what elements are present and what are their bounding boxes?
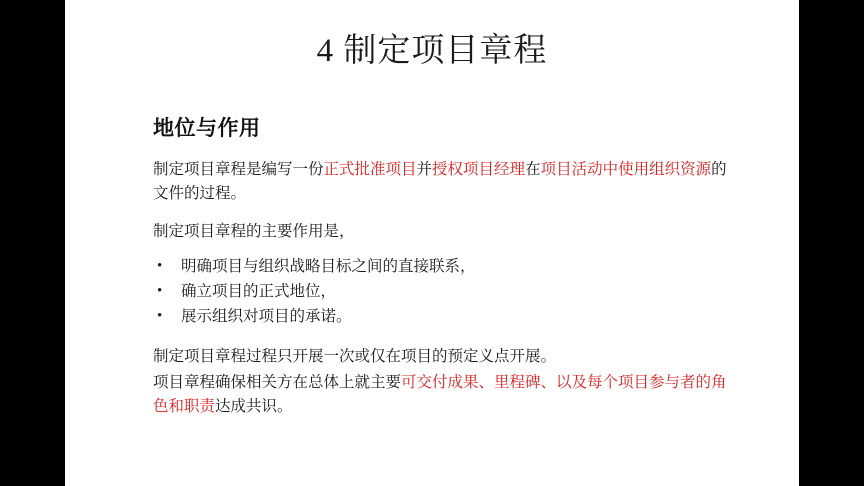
slide-canvas xyxy=(65,0,799,486)
slide-body xyxy=(153,112,733,419)
definition-text-4: 的文件的过程。 xyxy=(153,161,727,203)
paragraph-definition xyxy=(153,158,733,206)
list-item: • 确立项目的正式地位， xyxy=(153,279,733,304)
consensus-text-2: 达成共识。 xyxy=(215,398,293,416)
consensus-highlight: 可交付成果、里程碑、以及每个项目参与者的角色和职责 xyxy=(153,374,727,416)
definition-text-1: 制定项目章程是编写一份 xyxy=(153,161,324,178)
definition-text-2: 并 xyxy=(416,161,433,178)
paragraph-frequency: 制定项目章程过程只开展一次或仅在项目的预定义点开展。 xyxy=(153,348,557,366)
definition-highlight-2: 授权项目经理 xyxy=(432,161,526,178)
definition-text-3: 在 xyxy=(525,161,541,178)
paragraph-purpose-intro: 制定项目章程的主要作用是， xyxy=(153,223,355,241)
list-item: • 明确项目与组织战略目标之间的直接联系， xyxy=(153,254,733,279)
list-item: • 展示组织对项目的承诺。 xyxy=(153,304,733,329)
consensus-text-1: 项目章程确保相关方在总体上就主要 xyxy=(153,374,402,392)
definition-highlight-1: 正式批准项目 xyxy=(323,161,417,178)
paragraph-consensus xyxy=(153,371,733,419)
closing-paragraph-group xyxy=(153,345,733,419)
definition-highlight-3: 项目活动中使用组织资源 xyxy=(540,161,712,178)
purpose-bullet-list xyxy=(153,254,733,329)
section-heading: 地位与作用 xyxy=(153,116,261,140)
page-title: 4 制定项目章程 xyxy=(316,33,548,69)
